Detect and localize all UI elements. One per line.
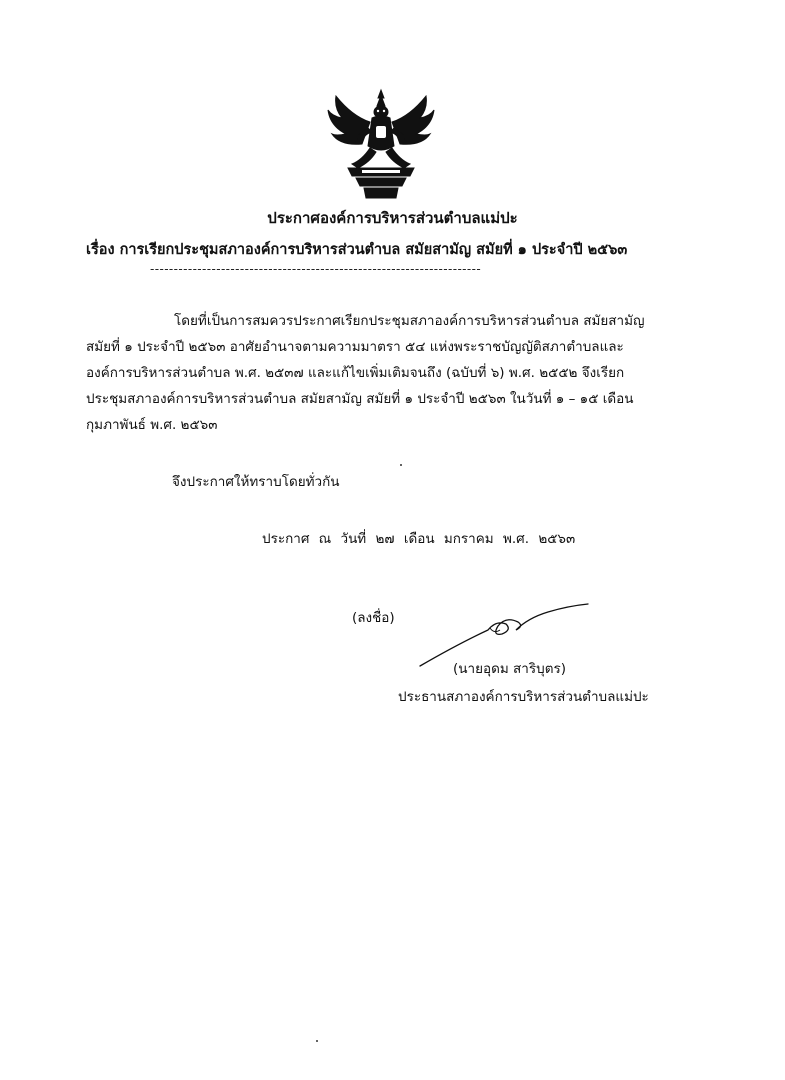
signatory-name: (นายอุดม สาริบุตร) xyxy=(453,661,566,677)
divider-line: ---------------------------------------------------------------------- xyxy=(150,262,482,276)
body-line: สมัยที่ ๑ ประจำปี ๒๕๖๓ อาศัยอำนาจตามความมาตรา ๕๔ แห่งพระราชบัญญัติสภาตำบลและ xyxy=(86,339,624,355)
body-line: องค์การบริหารส่วนตำบล พ.ศ. ๒๕๓๗ และแก้ไขเพิ่มเติมจนถึง (ฉบับที่ ๖) พ.ศ. ๒๕๕๒ จึงเรียก xyxy=(86,365,625,381)
announcement-date: ประกาศ ณ วันที่ ๒๗ เดือน มกราคม พ.ศ. ๒๕๖๓ xyxy=(262,531,576,547)
body-line: โดยที่เป็นการสมควรประกาศเรียกประชุมสภาองค์การบริหารส่วนตำบล สมัยสามัญ xyxy=(174,313,645,329)
document-subject: เรื่อง การเรียกประชุมสภาองค์การบริหารส่วนตำบล สมัยสามัญ สมัยที่ ๑ ประจำปี ๒๕๖๓ xyxy=(86,242,628,258)
document-title: ประกาศองค์การบริหารส่วนตำบลแม่ปะ xyxy=(267,209,518,227)
body-line: ประชุมสภาองค์การบริหารส่วนตำบล สมัยสามัญ สมัยที่ ๑ ประจำปี ๒๕๖๓ ในวันที่ ๑ – ๑๕ เดือน xyxy=(86,391,634,407)
signature-label: (ลงชื่อ) xyxy=(352,610,395,626)
signatory-position: ประธานสภาองค์การบริหารส่วนตำบลแม่ปะ xyxy=(398,689,649,705)
speck-mark xyxy=(400,464,402,466)
closing-statement: จึงประกาศให้ทราบโดยทั่วกัน xyxy=(172,474,340,490)
body-line: กุมภาพันธ์ พ.ศ. ๒๕๖๓ xyxy=(86,417,218,433)
speck-mark xyxy=(316,1040,318,1042)
body-paragraph xyxy=(86,308,666,438)
garuda-emblem-icon xyxy=(322,88,440,200)
